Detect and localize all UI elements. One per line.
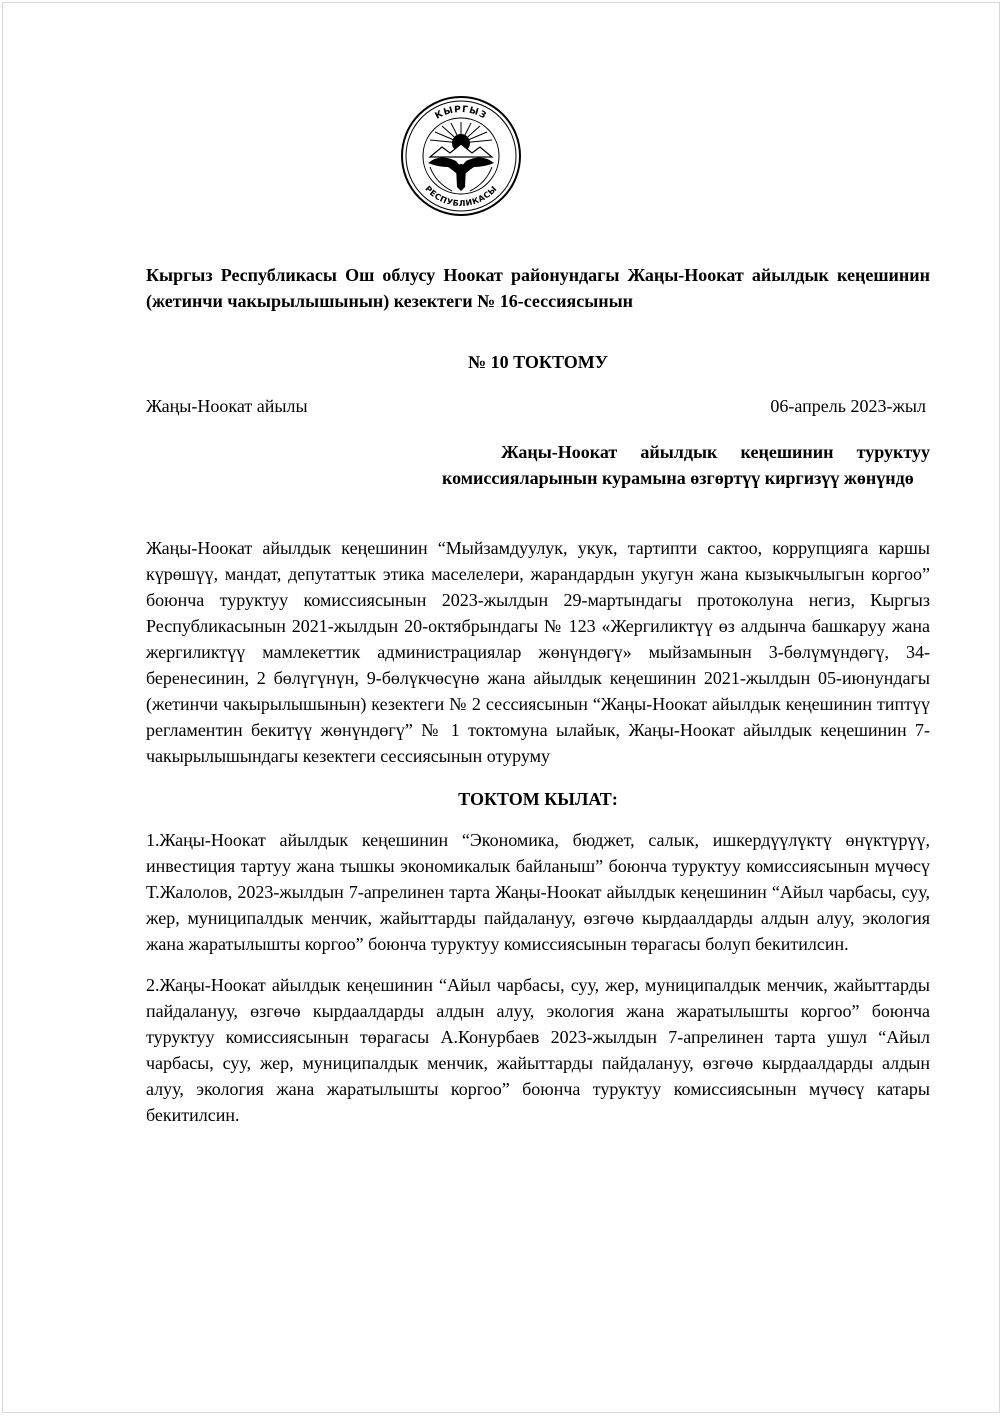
state-emblem-icon xyxy=(400,95,522,217)
decision-point-2: 2.Жаңы-Ноокат айылдык кеңешинин “Айыл чарбасы, суу, жер, муниципалдык менчик, жайыттарды пайдалануу, өзгөчө кырдаалдарды алдын алуу, экология жана жаратылышты коргоо” боюнча туруктуу комиссиясынын төрагасы А.Конурбаев 2023-жылдын 7-апрелинен тарта ушул “Айыл чарбасы, суу, жер, муниципалдык менчик, жайыттарды пайдалануу, өзгөчө кырдаалдарды алдын алуу, экология жана жаратылышты коргоо” боюнча туруктуу комиссиясынын мүчөсү катары бекитилсин. xyxy=(146,975,930,1125)
emblem-bottom-text: РЕСПУБЛИКАСЫ xyxy=(423,184,499,209)
decision-heading: ТОКТОМ КЫЛАТ: xyxy=(458,789,618,809)
document-subject: Жаңы-Ноокат айылдык кеңешинин туруктуу комиссияларынын курамына өзгөртүү киргизүү жөнүндө xyxy=(442,442,930,488)
emblem-top-text: КЫРГЫЗ xyxy=(433,104,489,122)
decision-point-1: 1.Жаңы-Ноокат айылдык кеңешинин “Экономика, бюджет, салык, ишкердүүлүктү өнүктүрүү, инвестиция тартуу жана тышкы экономикалык байланыш” боюнча туруктуу комиссиясынын мүчөсү Т.Жалолов, 2023-жылдын 7-апрелинен тарта Жаңы-Ноокат айылдык кеңешинин “Айыл чарбасы, суу, жер, муниципалдык менчик, жайыттарды пайдалануу, өзгөчө кырдаалдарды алдын алуу, экология жана жаратылышты коргоо” боюнча туруктуу комиссиясынын төрагасы болуп бекитилсин. xyxy=(146,830,930,954)
preamble-paragraph: Жаңы-Ноокат айылдык кеңешинин “Мыйзамдуулук, укук, тартипти сактоо, коррупцияга каршы күрөшүү, мандат, депутаттык этика маселелери, жарандардын укугун жана кызыкчылыгын коргоо” боюнча туруктуу комиссиясынын 2023-жылдын 29-мартындагы протоколуна негиз, Кыргыз Республикасынын 2021-жылдын 20-октябрындагы № 123 «Жергиликтүү өз алдынча башкаруу жана жергиликтүү мамлекеттик администрациялар жөнүндөгү» мыйзамынын 3-бөлүмүндөгү, 34-беренесинин, 2 бөлүгүнүн, 9-бөлүкчөсүнө жана айылдык кеңешинин 2021-жылдын 05-июнундагы (жетинчи чакырылышынын) кезектеги № 2 сессиясынын “Жаңы-Ноокат айылдык кеңешинин типтүү регламентин бекитүү жөнүндөгү” № 1 токтомуна ылайык, Жаңы-Ноокат айылдык кеңешинин 7-чакырылышындагы кезектеги сессиясынын отуруму xyxy=(146,538,930,766)
document-header: Кыргыз Республикасы Ош облусу Ноокат районундагы Жаңы-Ноокат айылдык кеңешинин (жетинчи чакырылышынын) кезектеги № 16-сессиясынын xyxy=(146,265,930,311)
place: Жаңы-Ноокат айылы xyxy=(146,396,308,416)
date: 06-апрель 2023-жыл xyxy=(770,396,926,416)
place-date-row xyxy=(146,393,930,419)
document-number: № 10 ТОКТОМУ xyxy=(468,352,608,372)
